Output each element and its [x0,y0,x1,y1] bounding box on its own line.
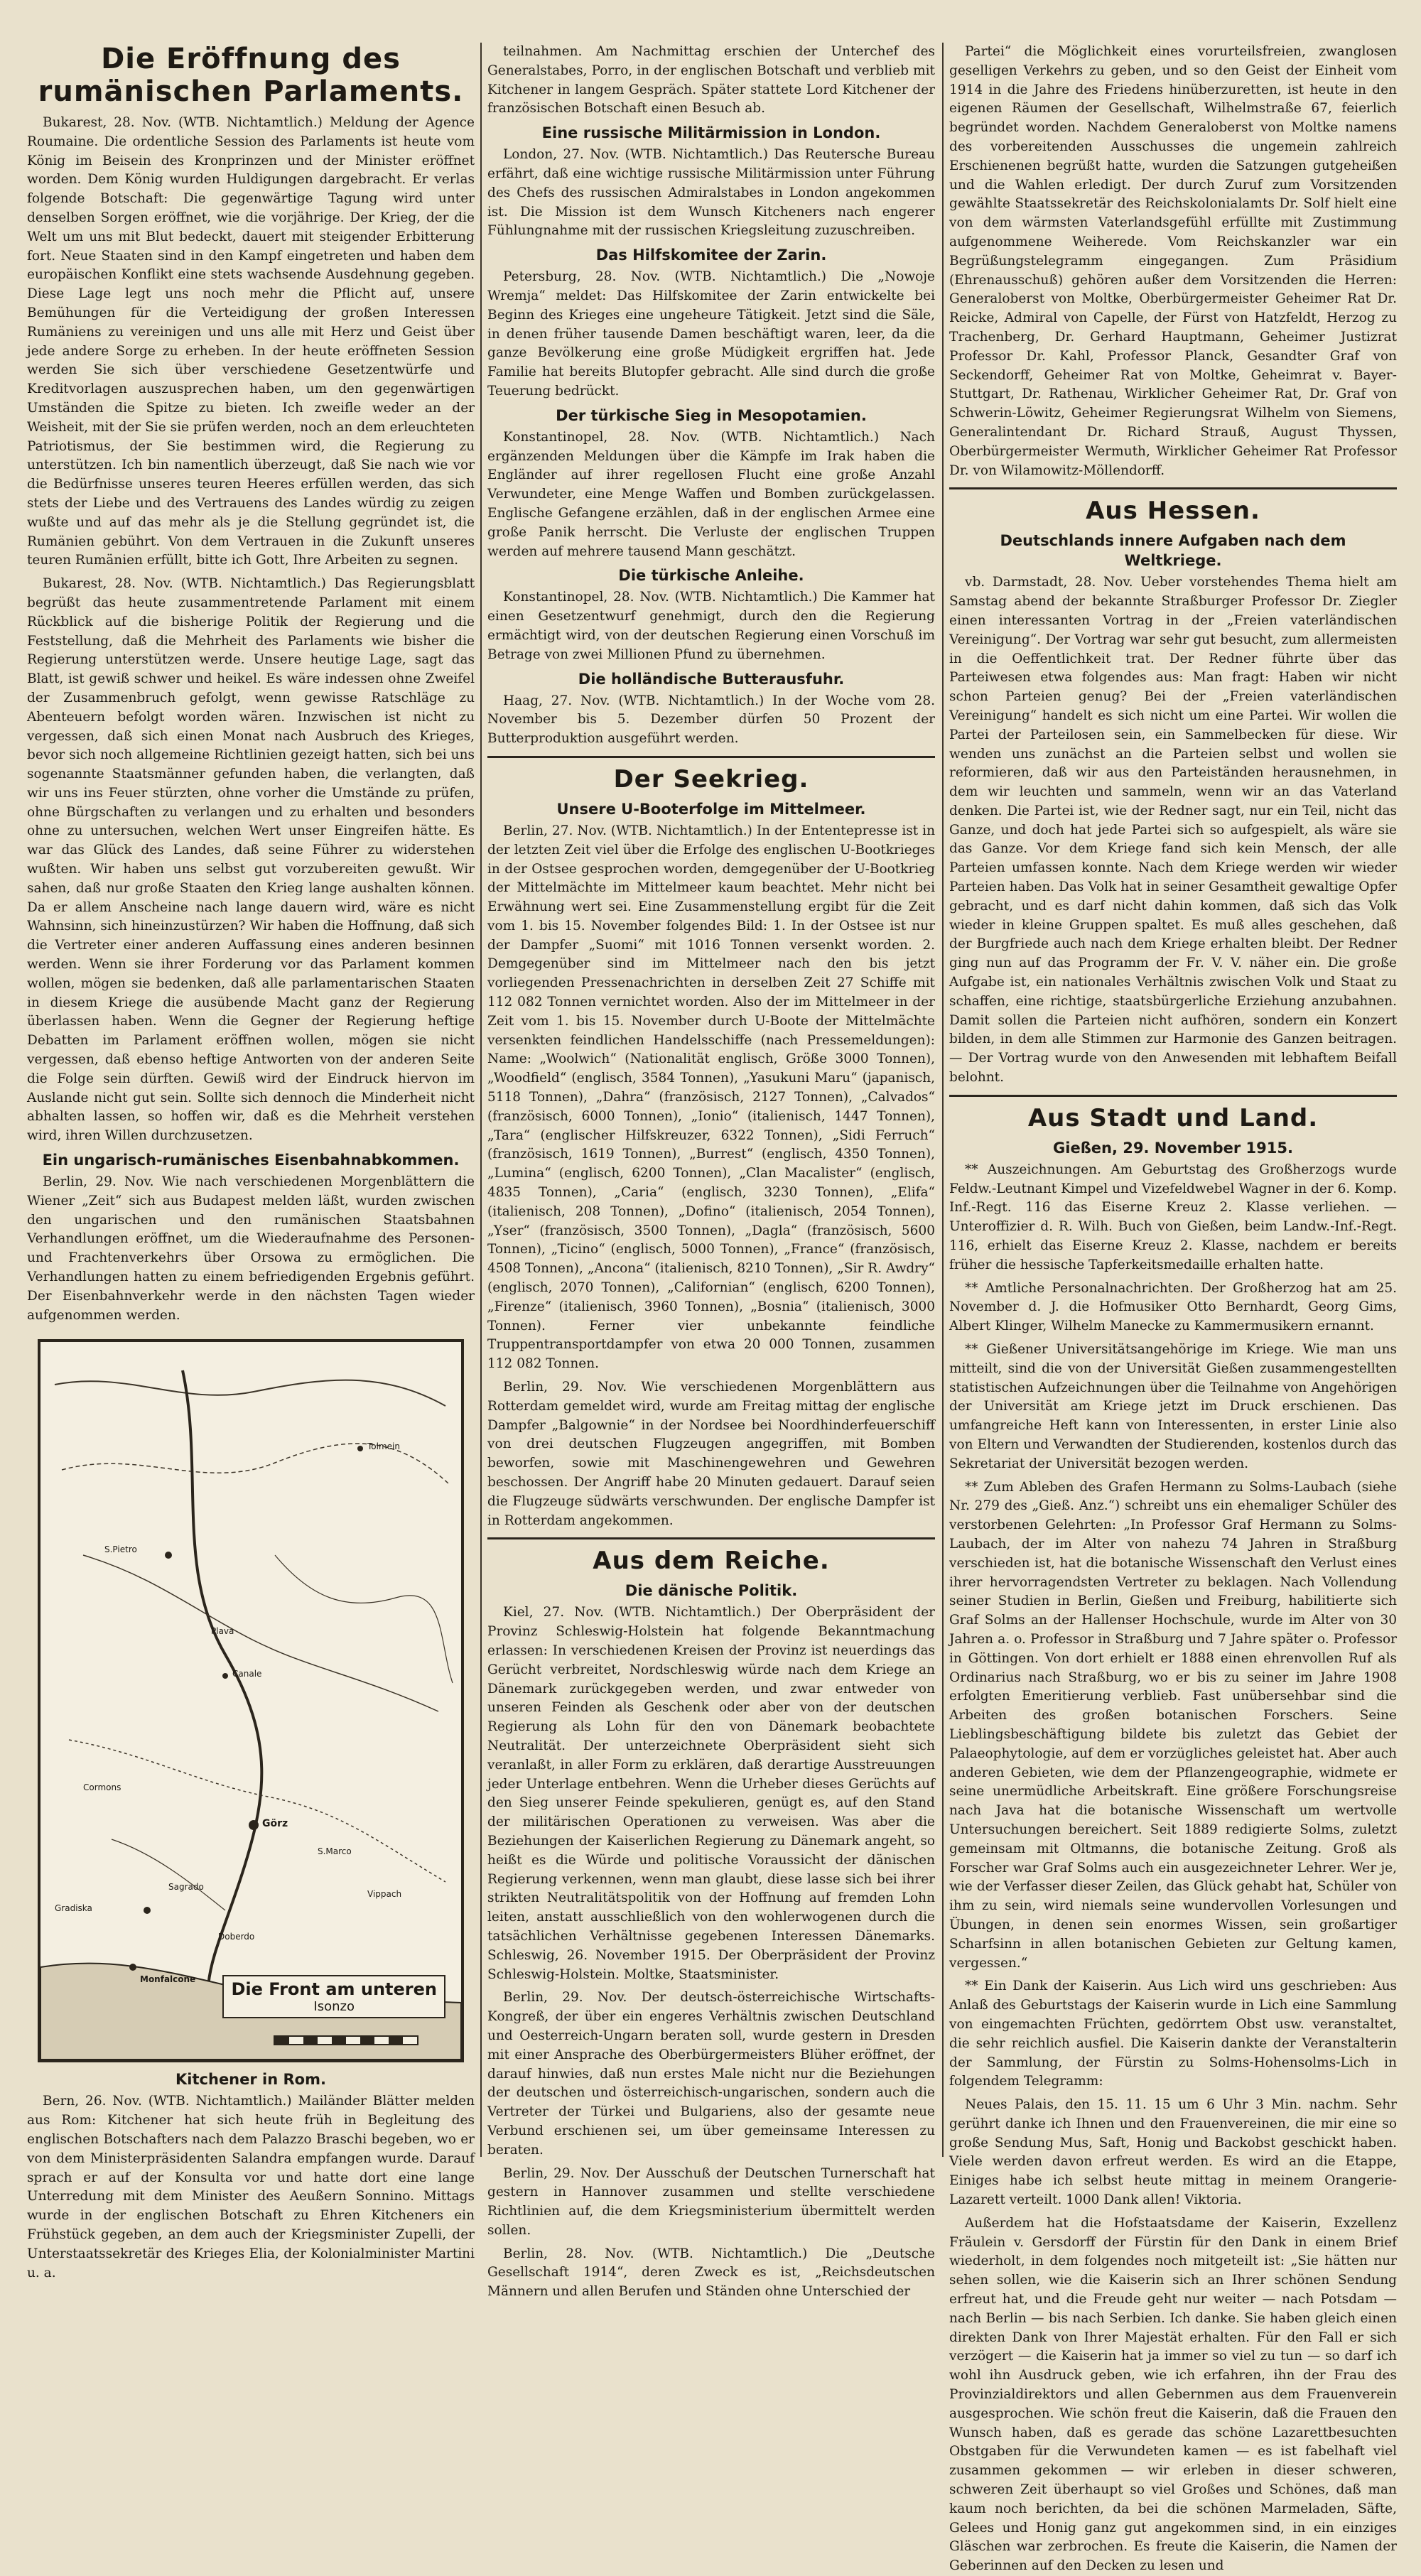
headline-naval-war: Der Seekrieg. [613,764,809,794]
column-2 [487,43,935,2300]
column-rule-2 [942,43,944,2157]
headline-city-and-country: Aus Stadt und Land. [1027,1103,1319,1132]
article-text: Bern, 26. Nov. (WTB. Nichtamtlich.) Mailänder Blätter melden aus Rom: Kitchener hat sich heute früh in Begleitung des englischen Botschafters nach dem Palazzo Braschi begeben, wo er von dem Ministerpräsidenten Salandra empfangen wurde. Darauf sprach er auf der Konsulta vor und hatte dort eine lange Unterredung mit dem Minister des Aeußern Sonnino. Mittags wurde in der englischen Botschaft zu Ehren Kitcheners ein Frühstück gegeben, an dem auch der Kriegsminister Zupelli, der Unterstaatssekretär des Krieges Elia, der Kolonialminister Martini u. a. [27,2094,475,2280]
article-text: Berlin, 29. Nov. Der Ausschuß der Deutschen Turnerschaft hat gestern in Hannover zusammen und stellte verschiedene Richtlinien auf, die dem Kriegsministerium übermittelt werden sollen. [487,2165,935,2238]
map-scale-bar [274,2035,418,2045]
article-text: teilnahmen. Am Nachmittag erschien der Unterchef des Generalstabes, Porro, in der englischen Botschaft und verblieb mit Kitchener in langem Gespräch. Später stattete Lord Kitchener der französischen Botschaft einen Besuch ab. [487,44,935,117]
map-label: Doberdo [218,1932,255,1942]
map-label: Plava [211,1626,234,1637]
article-text: Berlin, 29. Nov. Wie nach verschiedenen Morgenblättern die Wiener „Zeit“ sich aus Budapest melden läßt, wurden zwischen den ungarischen und den rumänischen Staatsbahnen Verhandlungen eröffnet, um die Wiederaufnahme des Personen- und Frachtenverkehrs über Orsowa zu ermöglichen. Die Verhandlungen hatten zu einem befriedigenden Ergebnis geführt. Der Eisenbahnverkehr werde in den nächsten Tagen wieder aufgenommen werden. [27,1174,475,1323]
headline-hessen: Aus Hessen. [1086,497,1260,526]
article-text: Außerdem hat die Hofstaatsdame der Kaiserin, Exzellenz Fräulein v. Gersdorff der Fürstin für den Dank in einem Brief wiederholt, in dem folgendes noch mitgeteilt ist: „Sie hätten nur sehen sollen, wie die Kaiserin sich an Ihrer schönen Sendung erfreut hat, und die Freude geht nur weiter — nach Potsdam — nach Berlin — bis nach Serbien. Ich danke. Sie haben gleich einen direkten Dank von Ihrer Majestät erhalten. Für den Fall er sich verzögert — die Kaiserin hat ja immer so viel zu tun — so darf ich wohl ihn Ausdruck geben, wie ich erfahren, ihn der Frau des Provinzialdirektors und allen Gebernmen aus dem Frauenverein ausgesprochen. Wie schön freut die Kaiserin, daß die Frauen den Wunsch haben, daß es gerade das schöne Lazarettbesuchten Obstgaben für die Verwundeten kamen — es ist fabelhaft viel zusammen gekommen — wir erleben in dieser schweren, schweren Zeit überhaupt so viel Großes und Schönes, daß man kaum noch berichten, da bei die schönen Marmeladen, Säfte, Gelees und Honig ganz gut angekommen sind, in ein einziges Gläschen war zerbrochen. Es freute die Kaiserin, die Namen der Geberinnen auf den Decken zu lesen und [949,2215,1397,2574]
article-text: Haag, 27. Nov. (WTB. Nichtamtlich.) In der Woche vom 28. November bis 5. Dezember dürfen 50 Prozent der Butterproduktion ausgeführt werden. [487,693,935,747]
subheading-inner-tasks: Deutschlands innere Aufgaben nach dem Weltkriege. [1000,532,1346,570]
section-divider [487,756,935,758]
subheading-russian-mission: Eine russische Militärmission in London. [541,124,881,142]
subheading-turkish-victory: Der türkische Sieg in Mesopotamien. [556,406,867,424]
section-divider [949,487,1397,489]
subheading-danish-policy: Die dänische Politik. [625,1582,798,1600]
headline-romanian-parliament: Die Eröffnung des rumänischen Parlaments. [38,43,464,108]
map-label: Gradiska [55,1903,92,1914]
headline-from-the-reich: Aus dem Reiche. [593,1547,830,1576]
isonzo-front-map [38,1339,464,2062]
map-caption-line2: Isonzo [313,1999,355,2015]
article-text: Konstantinopel, 28. Nov. (WTB. Nichtamtlich.) Nach ergänzenden Meldungen über die Kämpfe im Irak haben die Engländer auf ihrer regellosen Flucht eine große Anzahl Verwundeter, eine Menge Waffen und Bomben zurückgelassen. Englische Gefangene erzählen, daß in der englischen Armee eine große Panik herrscht. Die Verluste der englischen Truppen werden auf mehrere tausend Mann geschätzt. [487,429,935,559]
subheading-uboat-success: Unsere U-Booterfolge im Mittelmeer. [556,800,866,818]
map-label: Cormons [83,1782,121,1793]
article-text: Bukarest, 28. Nov. (WTB. Nichtamtlich.) Meldung der Agence Roumaine. Die ordentliche Session des Parlaments ist heute vom König im Beisein des Kronprinzen und der Minister eröffnet worden. Dem König wurden Huldigungen dargebracht. Er verlas folgende Botschaft: Die gegenwärtige Tagung wird unter denselben Sorgen eröffnet, wie die vorjährige. Der Krieg, der die Welt um uns mit Blut bedeckt, dauert mit steigender Erbitterung fort. Neue Staaten sind in den Kampf eingetreten und haben dem europäischen Konflikt eine stets wachsende Ausdehnung gegeben. Diese Lage legt uns noch mehr die Pflicht auf, unsere Bemühungen für die Verteidigung der großen Interessen Rumäniens zu vereinigen und uns alle mit Herz und Geist über jede andere Sorge zu erheben. In der heute eröffneten Session werden Sie sich über verschiedene Gesetzentwürfe und Kreditvorlagen auszusprechen haben, um den gegenwärtigen Umständen die Spitze zu bieten. Ich zweifle weder an der Weisheit, mit der Sie sie prüfen werden, noch an dem erleuchteten Patriotismus, der Sie bestimmen wird, die Regierung zu unterstützen. Ich bin namentlich überzeugt, daß Sie nach wie vor die Bedürfnisse unseres teuren Heeres erfüllen werden, das sich stets der Liebe und des Vertrauens des Landes würdig zu zeigen wußte und auf das mehr als je die Stellung gegründet ist, die Rumänien gebührt. Von dem Vertrauen in die Zukunft unseres teuren Rumänien erfüllt, bitte ich Gott, Ihre Arbeiten zu segnen. [27,115,475,568]
article-text: Partei“ die Möglichkeit eines vorurteilsfreien, zwanglosen geselligen Verkehrs zu geben, und so den Geist der Einheit vom 1914 in die Jahre des Friedens hinüberzuretten, ist heute in den eigenen Räumen der Gesellschaft, Wilhelmstraße 67, feierlich begründet worden. Nachdem Generaloberst von Moltke namens des vorbereitenden Ausschusses die ungemein zahlreich Erschienenen begrüßt hatte, wurden die Satzungen gutgeheißen und die Wahlen erledigt. Der durch Zuruf zum Vorsitzenden gewählte Staatssekretär des Reichskolonialamts Dr. Solf hielt eine von dem wärmsten Vaterlandsgefühl erfüllte mit Zustimmung aufgenommene Weiherede. Vom Reichskanzler war ein Begrüßungstelegramm eingegangen. Zum Präsidium (Ehrenausschuß) gehören außer dem Vorsitzenden die Herren: Generaloberst von Moltke, Oberbürgermeister Geheimer Rat Dr. Reicke, Admiral von Capelle, der Fürst von Hatzfeldt, Herzog zu Trachenberg, Dr. Gerhard Hauptmann, Geheimer Justizrat Professor Dr. Kahl, Professor Planck, Gesandter Graf von Seckendorff, Geheimer Rat von Moltke, Geheimrat v. Bayer-Stuttgart, Dr. Rathenau, Wirklicher Geheimer Rat, Dr. Graf von Schwerin-Löwitz, Geheimer Regierungsrat Wilhelm von Siemens, Generalintendant Dr. Richard Strauß, August Thyssen, Oberbürgermeister Wermuth, Wirklicher Geheimer Rat Professor Dr. von Wilamowitz-Möllendorff. [949,44,1397,478]
dateline-giessen: Gießen, 29. November 1915. [1053,1139,1293,1157]
article-text: ** Ein Dank der Kaiserin. Aus Lich wird uns geschrieben: Aus Anlaß des Geburtstags der Kaiserin wurde in Lich eine Sammlung von eingemachten Früchten, gedörrtem Obst usw. veranstaltet, die sehr reichlich ausfiel. Die Kaiserin dankte der Veranstalterin der Sammlung, der Fürstin zu Solms-Hohensolms-Lich in folgendem Telegramm: [949,1979,1397,2089]
subheading-dutch-butter: Die holländische Butterausfuhr. [578,670,845,688]
article-text: Kiel, 27. Nov. (WTB. Nichtamtlich.) Der Oberpräsident der Provinz Schleswig-Holstein hat folgende Bekanntmachung erlassen: In verschiedenen Kreisen der Provinz ist neuerdings das Gerücht verbreitet, Nordschleswig würde nach dem Kriege an Dänemark zurückgegeben werden, und zwar entweder von unseren Feinden als Geschenk oder aber von der deutschen Regierung als Lohn für den von Dänemark beobachtete Neutralität. Der unterzeichnete Oberpräsident sieht sich veranlaßt, in aller Form zu erklären, daß derartige Ausstreuungen jeder Unterlage entbehren. Wenn die Urheber dieses Gerüchts auf den Sieg unserer Feinde spekulieren, genügt es, auf den Stand der militärischen Operationen zu verweisen. Was aber die Beziehungen der Kaiserlichen Regierung zu Dänemark angeht, so heißt es die Würde und politische Voraussicht der dänischen Regierung verkennen, wenn man glaubt, diese lasse sich bei ihrer strikten Neutralitätspolitik von der Hoffnung auf fremden Lohn leiten, anstatt ausschließlich von den wohlerwogenen durch die tatsächlichen Verhältnisse gegebenen Interessen Dänemarks. Schleswig, 26. November 1915. Der Oberpräsident der Provinz Schleswig-Holstein. Moltke, Staatsminister. [487,1605,935,1982]
subheading-zarin-committee: Das Hilfskomitee der Zarin. [595,247,827,264]
subheading-railway-agreement: Ein ungarisch-rumänisches Eisenbahnabkommen. [42,1152,460,1169]
article-text: London, 27. Nov. (WTB. Nichtamtlich.) Das Reutersche Bureau erfährt, daß eine wichtige russische Militärmission unter Führung des Chefs des russischen Admiralstabes in London angekommen ist. Die Mission ist dem Wunsch Kitcheners nach engerer Fühlungnahme mit der russischen Kriegsleitung zuzuschreiben. [487,147,935,239]
column-rule-1 [480,43,482,2157]
map-label: Tolmein [367,1441,400,1452]
article-text: Neues Palais, den 15. 11. 15 um 6 Uhr 3 Min. nachm. Sehr gerührt danke ich Ihnen und den Frauenvereinen, die mir eine so große Sendung Mus, Saft, Honig und Backobst geschickt haben. Viele werden davon erfreut werden. Es wird an die Etappe, Einiges habe ich selbst heute mittag in meinem Orangerie-Lazarett verteilt. 1000 Dank allen! Viktoria. [949,2097,1397,2208]
article-text: ** Gießener Universitätsangehörige im Kriege. Wie man uns mitteilt, sind die von der Universität Gießen zusammengestellten statistischen Aufzeichnungen über die Teilnahme von Angehörigen der Universität am Kriege jetzt im Druck erschienen. Das umfangreiche Heft kann von Interessenten, in erster Linie also von Eltern und Verwandten der Studierenden, kostenlos durch das Sekretariat der Universität bezogen werden. [949,1342,1397,1471]
subheading-turkish-loan: Die türkische Anleihe. [618,567,804,585]
article-text: Berlin, 29. Nov. Der deutsch-österreichische Wirtschafts-Kongreß, der über ein engeres Verhältnis zwischen Deutschland und Oesterreich-Ungarn beraten soll, wurde gestern in Dresden mit einer Ansprache des Oberbürgermeisters Blüher eröffnet, der darauf hinwies, daß nun erstes Male nicht nur die Beziehungen der deutschen und österreichisch-ungarischen, sondern auch die Vertreter der Türkei und Bulgariens, also der gesamte neue Verbund erschienen sei, um über gemeinsame Interessen zu beraten. [487,1990,935,2158]
subheading-kitchener: Kitchener in Rom. [175,2071,326,2089]
article-text: ** Zum Ableben des Grafen Hermann zu Solms-Laubach (siehe Nr. 279 des „Gieß. Anz.“) schreibt uns ein ehemaliger Schüler des verstorbenen Gelehrten: „In Professor Graf Hermann zu Solms-Laubach, der im Alter von nahezu 74 Jahren in Straßburg verschieden ist, hat die botanische Wissenschaft den Verlust eines ihrer hervorragendsten Vertreter zu beklagen. Nach Vollendung seiner Studien in Berlin, Gießen und Freiburg, habilitierte sich Graf Solms an der Hallenser Hochschule, wurde im Alter von 30 Jahren a. o. Professor in Straßburg und 7 Jahre später o. Professor in Göttingen. Von dort erhielt er 1888 einen ehrenvollen Ruf als Ordinarius nach Straßburg, wo er bis zu seiner im Jahre 1908 erfolgten Emeritierung verblieb. Fast unübersehbar sind die Arbeiten des großen botanischen Forschers. Seine Lieblingsbeschäftigung bildete bis zuletzt das Gebiet der Palaeophytologie, auf dem er vorzügliches geleistet hat. Aber auch anderen Gebieten, wie dem der Pflanzengeographie, widmete er seine unermüdliche Arbeitskraft. Eine größere Forschungsreise nach Java hat die botanische Wissenschaft um wertvolle Untersuchungen bereichert. Seit 1889 redigierte Solms, zuletzt gemeinsam mit Oltmanns, die botanische Zeitung. Groß als Forscher war Graf Solms auch ein ausgezeichneter Lehrer. Wer je, wie der Verfasser dieser Zeilen, das Glück gehabt hat, Schüler von ihm zu sein, wird niemals seine wundervollen Vorlesungen und Übungen, in denen sein enormes Wissen, sein großartiger Scharfsinn in allen botanischen Gebieten zur Geltung kamen, vergessen.“ [949,1479,1397,1971]
map-label: Monfalcone [140,1974,196,1985]
article-text: Berlin, 29. Nov. Wie verschiedenen Morgenblättern aus Rotterdam gemeldet wird, wurde am Freitag mittag der englische Dampfer „Balgownie“ in der Nordsee bei Noordhinderfeuerschiff von drei deutschen Flugzeugen angegriffen, mit Bomben beworfen, sowie mit Maschinengewehren und Gewehren beschossen. Der Angriff habe 20 Minuten gedauert. Darauf seien die Flugzeuge südwärts verschwunden. Der englische Dampfer ist in Rotterdam angekommen. [487,1380,935,1528]
article-text: ** Auszeichnungen. Am Geburtstag des Großherzogs wurde Feldw.-Leutnant Kimpel und Vizefeldwebel Wagner in der 6. Komp. Inf.-Regt. 116 das Eiserne Kreuz 2. Klasse verliehen. — Unteroffizier d. R. Wilh. Buch von Gießen, beim Landw.-Inf.-Regt. 116, erhielt das Eiserne Kreuz 2. Klasse, nachdem er bereits früher die hessische Tapferkeitsmedaille erhalten hatte. [949,1162,1397,1272]
map-caption [222,1975,445,2018]
map-label: Vippach [367,1889,402,1900]
map-label: Görz [262,1818,288,1830]
article-text: Berlin, 28. Nov. (WTB. Nichtamtlich.) Die „Deutsche Gesellschaft 1914“, deren Zweck es ist, „Reichsdeutschen Männern und allen Berufen und Ständen ohne Unterschied der [487,2246,935,2300]
map-caption-line1: Die Front am unteren [231,1979,437,2000]
article-text: Bukarest, 28. Nov. (WTB. Nichtamtlich.) Das Regierungsblatt begrüßt das heute zusammentretende Parlament mit einem Rückblick auf die bisherige Politik der Regierung und die Feststellung, daß die Mehrheit des Parlaments wie bisher die Regierung unterstützen werde. Unsere heutige Lage, sagt das Blatt, ist gewiß schwer und heikel. Es wäre indessen ohne Zweifel der Zusammenbruch gefolgt, wenn gewisse Ratschläge zu Abenteuern befolgt worden wären. Inzwischen ist nicht zu vergessen, daß sich einen Monat nach Ausbruch des Krieges, bevor sich noch allgemeine Richtlinien gezeigt hatten, sich bei uns sogenannte Staatsmänner gefunden haben, die verlangten, daß wir uns ins Feuer stürzten, ohne vorher die Umstände zu prüfen, ohne Bürgschaften zu verlangen und zu erhalten und besonders ohne zu untersuchen, welchen Wert unser Eingreifen hätte. Es war das Glück des Landes, daß seine Führer zu widerstehen wußten. Wir haben uns selbst gut vorzubereiten gewußt. Wir sahen, daß nur große Staaten den Krieg lange aushalten können. Da er allem Anscheine nach lange dauern wird, wäre es nicht Wahnsinn, sich hineinzustürzen? Wir haben die Hoffnung, daß sich die Vertreter einer anderen Auffassung eines anderen besinnen werden. Wenn sie ihrer Forderung vor das Parlament kommen wollen, mögen sie bedenken, daß alle parlamentarischen Staaten in diesem Kriege die ausübende Macht ganz der Regierung überlassen haben. Wenn die Gegner der Regierung heftige Debatten im Parlament eröffnen wollen, mögen sie nicht vergessen, daß ebenso heftige Antworten von der anderen Seite die Folge sein dürften. Gewiß wird der Eindruck hiervon im Auslande nicht gut sein. Sollte sich dennoch die Minderheit nicht abhalten lassen, so hoffen wir, daß es die Mehrheit verstehen wird, ihren Willen durchzusetzen. [27,576,475,1144]
article-text: Konstantinopel, 28. Nov. (WTB. Nichtamtlich.) Die Kammer hat einen Gesetzentwurf genehmigt, durch den die Regierung ermächtigt wird, von der deutschen Regierung einen Vorschuß im Betrage von zwei Millionen Pfund zu übernehmen. [487,590,935,662]
map-label: Canale [232,1669,262,1679]
map-label: S.Marco [318,1846,352,1857]
article-text: ** Amtliche Personalnachrichten. Der Großherzog hat am 25. November d. J. die Hofmusiker Otto Bernhardt, Georg Gims, Albert Klinger, Wilhelm Manecke zu Kammermusikern ernannt. [949,1280,1397,1334]
column-3 [949,43,1397,2574]
map-label: S.Pietro [104,1544,137,1555]
map-label: Sagrado [168,1882,204,1893]
article-text: Berlin, 27. Nov. (WTB. Nichtamtlich.) In der Ententepresse ist in der letzten Zeit viel über die Erfolge des englischen U-Bootkrieges in der Ostsee gesprochen worden, demgegenüber der U-Bootkrieg der Mittelmächte im Mittelmeer kaum beachtet. Mehr nicht bei Erwähnung wert sei. Eine Zusammenstellung ergibt für die Zeit vom 1. bis 15. November folgendes Bild: 1. In der Ostsee ist nur der Dampfer „Suomi“ mit 1016 Tonnen versenkt worden. 2. Demgegenüber sind im Mittelmeer nach den bis jetzt vorliegenden Pressenachrichten in derselben Zeit 27 Schiffe mit 112 082 Tonnen vernichtet worden. Also der im Mittelmeer in der Zeit vom 1. bis 15. November durch U-Boote der Mittelmächte versenkten feindlichen Handelsschiffe (nach Pressemeldungen): Name: „Woolwich“ (Nationalität englisch, Größe 3000 Tonnen), „Woodfield“ (englisch, 3584 Tonnen), „Yasukuni Maru“ (japanisch, 5118 Tonnen), „Dahra“ (französisch, 2127 Tonnen), „Calvados“ (französisch, 6000 Tonnen), „Ionio“ (italienisch, 1447 Tonnen), „Tara“ (englischer Hilfskreuzer, 6322 Tonnen), „Sidi Ferruch“ (französisch, 1619 Tonnen), „Burrest“ (englisch, 4350 Tonnen), „Lumina“ (englisch, 6200 Tonnen), „Clan Macalister“ (englisch, 4835 Tonnen), „Caria“ (englisch, 3230 Tonnen), „Elifa“ (italienisch, 208 Tonnen), „Dofino“ (italienisch, 2054 Tonnen), „Yser“ (französisch, 3500 Tonnen), „Dagla“ (französisch, 5600 Tonnen), „Ticino“ (englisch, 5000 Tonnen), „France“ (französisch, 4508 Tonnen), „Ancona“ (italienisch, 8210 Tonnen), „Sir R. Awdry“ (englisch, 2070 Tonnen), „Californian“ (englisch, 6200 Tonnen), „Firenze“ (italienisch, 3960 Tonnen), „Bosnia“ (italienisch, 3000 Tonnen). Ferner vier unbekannte feindliche Truppentransportdampfer von etwa 20 000 Tonnen, zusammen 112 082 Tonnen. [487,823,935,1372]
article-text: vb. Darmstadt, 28. Nov. Ueber vorstehendes Thema hielt am Samstag abend der bekannte Straßburger Professor Dr. Ziegler einen interessanten Vortrag in der „Freien vaterländischen Vereinigung“. Der Vortrag war sehr gut besucht, zum allermeisten in die Oeffentlichkeit trat. Der Redner führte über das Parteiwesen etwa folgendes aus: Man fragt: Haben wir nicht schon Parteien genug? Bei der „Freien vaterländischen Vereinigung“ handelt es sich nicht um eine Partei. Wir wollen die Partei der Parteilosen sein, ein Sammelbecken für diese. Wir wenden uns zunächst an die Parteien selbst und wollen sie reformieren, daß wir aus den Parteiständen herausnehmen, in dem wir leuchten und sammeln, wenn wir an das Vaterland denken. Die Partei ist, wie der Redner sagt, nur ein Teil, nicht das Ganze, und doch hat jede Partei sich so aufgespielt, als wäre sie das Ganze. Vor dem Kriege fand sich kein Mensch, der alle Parteien umfassen konnte. Nach dem Kriege werden wir wieder Parteien haben. Das Volk hat in seiner Gesamtheit gewaltige Opfer gebracht, und es darf nicht dahin kommen, daß sich das Volk wieder in kleine Gruppen spaltet. Es muß alles geschehen, daß der Burgfriede auch nach dem Kriege erhalten bleibt. Der Redner ging nun auf das Programm der Fr. V. V. näher ein. Die große Aufgabe ist, ein nationales Verhältnis zwischen Volk und Staat zu schaffen, eine richtige, staatsbürgerliche Erziehung anzubahnen. Damit sollen die Parteien nicht aufhören, sondern ein Konzert bilden, in dem alle Stimmen zur Harmonie des Ganzen beitragen. — Der Vortrag wurde von den Anwesenden mit lebhaftem Beifall belohnt. [949,575,1397,1086]
column-1 [27,43,475,2280]
section-divider [487,1537,935,1539]
section-divider [949,1095,1397,1097]
article-text: Petersburg, 28. Nov. (WTB. Nichtamtlich.) Die „Nowoje Wremja“ meldet: Das Hilfskomitee der Zarin entwickelte bei Beginn des Krieges eine ungeheure Tätigkeit. Jetzt sind die Säle, in denen früher tausende Damen beschäftigt waren, leer, da die ganze Bevölkerung eine große Müdigkeit ergriffen hat. Jede Familie hat bereits Blutopfer gebracht. Alle sind durch die große Teuerung bedrückt. [487,269,935,399]
